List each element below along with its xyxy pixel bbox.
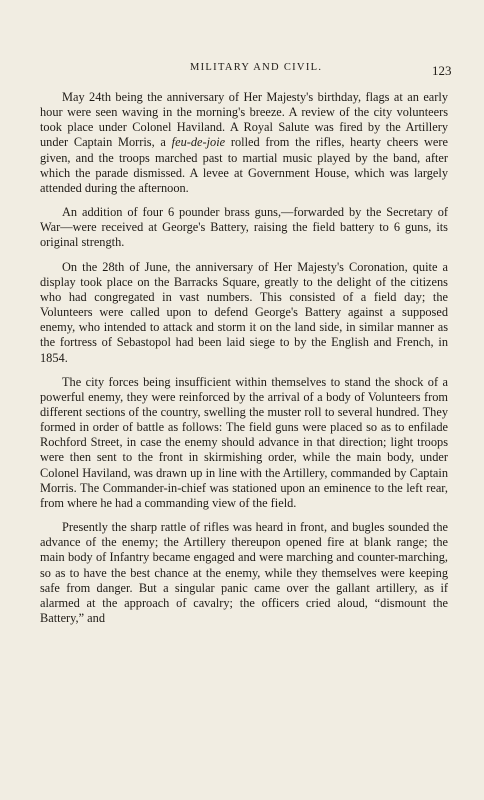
paragraph-brass-guns: An addition of four 6 pounder brass guns,—forwarded by the Secretary of War—were received at George's Battery, raising the field battery to 6 guns, its original strength. xyxy=(40,205,448,250)
paragraph-coronation: On the 28th of June, the anniversary of Her Majesty's Coronation, quite a display took place on the Barracks Square, greatly to the delight of the citizens who had congregated in vast numbers. This consisted of a field day; the Volunteers were called upon to defend George's Battery against a supposed enemy, who intended to attack and storm it on the land side, in similar manner as the fortress of Sebastopol had been laid siege to by the English and French, in 1854. xyxy=(40,259,448,365)
page-header xyxy=(0,62,484,80)
page-number: 123 xyxy=(432,63,452,78)
paragraph-text-end: rolled from the rifles, hearty cheers were given, and the troops marched past to martial music played by the band, after which the parade dismissed. A levee at Government House, which was largely attended during the afternoon. xyxy=(40,135,449,195)
running-head: MILITARY AND CIVIL. xyxy=(190,62,323,73)
paragraph-rifles: Presently the sharp rattle of rifles was heard in front, and bugles sounded the advance of the enemy; the Artillery thereupon opened fire at blank range; the main body of Infantry became engaged and were marching and counter-marching, so as to have the best chance at the enemy, while they themselves were keeping safe from danger. But a singular panic came over the gallant artillery, as if alarmed at the approach of cavalry; the officers cried aloud, “dismount the Battery,” and xyxy=(40,520,448,625)
italic-term: feu-de-joie xyxy=(171,135,226,150)
paragraph-city-forces: The city forces being insufficient within themselves to stand the shock of a powerful enemy, they were reinforced by the arrival of a body of Volunteers from different sections of the country, swelling the muster roll to several hundred. They formed in order of battle as follows: The field guns were placed so as to enfilade Rochford Street, in case the enemy should advance in that direction; light troops were then sent to the front in skirmishing order, while the main body, under Colonel Haviland, was drawn up in line with the Artillery, commanded by Captain Morris. The Commander-in-chief was stationed upon an eminence to the left rear, from where he had a commanding view of the field. xyxy=(40,374,448,510)
paragraph-birthday-review xyxy=(40,90,448,196)
paragraph-text-start: May 24th being the anniversary of Her Majesty's birthday, flags at an early hour were seen waving in the morning's breeze. A review of the city volunteers took place under Colonel Haviland. A Royal Salute was fired by the Artillery under Captain Morris, a xyxy=(40,90,448,150)
body-text xyxy=(40,90,448,635)
